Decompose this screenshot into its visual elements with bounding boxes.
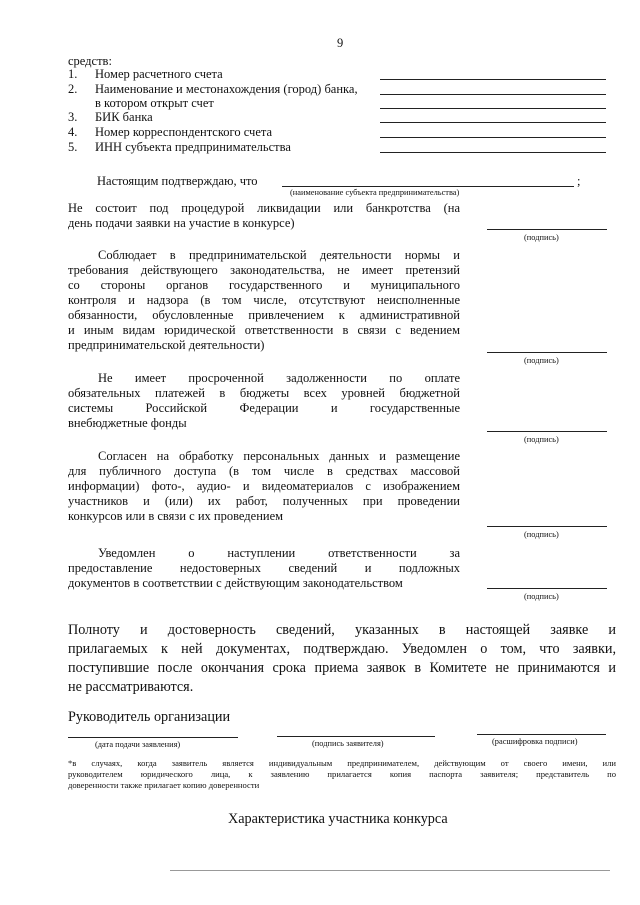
statement-4 — [68, 449, 460, 524]
statement-line: участников и (или) их работ, полученных при проведении — [68, 494, 460, 508]
statement-3 — [68, 371, 460, 431]
statement-line: Не состоит под процедурой ликвидации или банкротства (на — [68, 201, 460, 215]
final-paragraph — [68, 621, 616, 697]
signature-line-4[interactable] — [487, 526, 607, 527]
footnote-line: *в случаях, когда заявитель является индивидуальным предпринимателем, действующим от своего имени, или — [68, 758, 616, 768]
signature-caption-1: (подпись) — [524, 233, 559, 242]
page-number: 9 — [337, 36, 344, 50]
signature-decode-caption: (расшифровка подписи) — [492, 737, 578, 746]
statement-line: обязательных платежей в бюджеты всех уровней бюджетной — [68, 386, 460, 400]
statement-5 — [68, 546, 460, 591]
head-title: Руководитель организации — [68, 709, 231, 725]
date-caption: (дата подачи заявления) — [95, 740, 181, 749]
statement-line: со стороны органов государственного и муниципального — [68, 278, 460, 292]
statement-line: предоставление недостоверных сведений и подложных — [68, 561, 460, 575]
statement-line: предпринимательской деятельности) — [68, 338, 265, 352]
statement-line: для публичного доступа (в том числе в средствах массовой — [68, 464, 460, 478]
statement-line: конкурсов или в связи с их проведением — [68, 509, 284, 523]
bank-field-corr-account[interactable] — [380, 137, 606, 138]
confirm-lead: Настоящим подтверждаю, что — [97, 174, 258, 188]
bank-item-num-3: 3. — [68, 110, 78, 124]
statement-line: Согласен на обработку персональных данных и размещение — [98, 449, 460, 463]
bank-field-bik[interactable] — [380, 122, 606, 123]
signature-decode-field[interactable] — [477, 734, 606, 735]
footnote-line: руководителем юридического лица, к заявлению прилагается копия паспорта заявителя; представитель по — [68, 769, 616, 779]
bank-field-inn[interactable] — [380, 152, 606, 153]
statement-2 — [68, 248, 460, 353]
statement-line: Соблюдает в предпринимательской деятельности нормы и — [98, 248, 460, 262]
next-section-title: Характеристика участника конкурса — [228, 811, 448, 827]
statement-line: день подачи заявки на участие в конкурсе) — [68, 216, 295, 230]
footnote-line: доверенности также прилагает копию доверенности — [68, 780, 260, 790]
statement-line: контроля и надзора (в том числе, отсутствуют неисполненные — [68, 293, 460, 307]
final-line: не рассматриваются. — [68, 679, 194, 695]
signature-line-1[interactable] — [487, 229, 607, 230]
signature-line-2[interactable] — [487, 352, 607, 353]
final-line: прилагаемых к ней документах, подтверждаю. Уведомлен о том, что заявки, — [68, 641, 616, 657]
statement-line: Не имеет просроченной задолженности по оплате — [98, 371, 460, 385]
statement-line: и иным видам юридической ответственности в связи с ведением — [68, 323, 460, 337]
signature-caption-2: (подпись) — [524, 356, 559, 365]
applicant-signature-field[interactable] — [277, 736, 435, 737]
date-field[interactable] — [68, 737, 238, 738]
page-divider — [170, 870, 610, 871]
final-line: поступившие после окончания срока приема заявок в Комитете не принимаются и — [68, 660, 616, 676]
bank-field-name-line-2[interactable] — [380, 108, 606, 109]
bank-intro: средств: — [68, 54, 112, 68]
signature-caption-4: (подпись) — [524, 530, 559, 539]
bank-item-label-1: Номер расчетного счета — [95, 67, 223, 81]
statement-line: требования действующего законодательства, не имеет претензий — [68, 263, 460, 277]
bank-item-num-1: 1. — [68, 67, 78, 81]
statement-line: Уведомлен о наступлении ответственности за — [98, 546, 460, 560]
bank-field-account[interactable] — [380, 79, 606, 80]
bank-item-label-3: БИК банка — [95, 110, 153, 124]
signature-line-3[interactable] — [487, 431, 607, 432]
bank-item-num-5: 5. — [68, 140, 78, 154]
entity-name-caption: (наименование субъекта предпринимательства) — [290, 188, 460, 197]
signature-line-5[interactable] — [487, 588, 607, 589]
signature-caption-5: (подпись) — [524, 592, 559, 601]
statement-line: документов в соответствии с действующим законодательством — [68, 576, 403, 590]
statement-line: системы Российской Федерации и государственные — [68, 401, 460, 415]
bank-item-num-2: 2. — [68, 82, 78, 96]
statement-1 — [68, 201, 460, 231]
bank-field-name-line-1[interactable] — [380, 94, 606, 95]
bank-item-num-4: 4. — [68, 125, 78, 139]
bank-item-label-4: Номер корреспондентского счета — [95, 125, 273, 139]
applicant-signature-caption: (подпись заявителя) — [312, 739, 384, 748]
final-line: Полноту и достоверность сведений, указанных в настоящей заявке и — [68, 622, 616, 638]
signature-caption-3: (подпись) — [524, 435, 559, 444]
entity-name-field[interactable] — [282, 186, 574, 187]
bank-item-label-5: ИНН субъекта предпринимательства — [95, 140, 291, 154]
statement-line: информации) фото-, аудио- и видеоматериалов с изображением — [68, 479, 460, 493]
bank-item-label-2b: в котором открыт счет — [95, 96, 214, 110]
statement-line: внебюджетные фонды — [68, 416, 187, 430]
bank-item-label-2: Наименование и местонахождения (город) банка, — [95, 82, 358, 96]
confirm-semicolon: ; — [577, 174, 581, 188]
statement-line: обязанности, обусловленные привлечением к административной — [68, 308, 460, 322]
footnote — [68, 758, 616, 791]
